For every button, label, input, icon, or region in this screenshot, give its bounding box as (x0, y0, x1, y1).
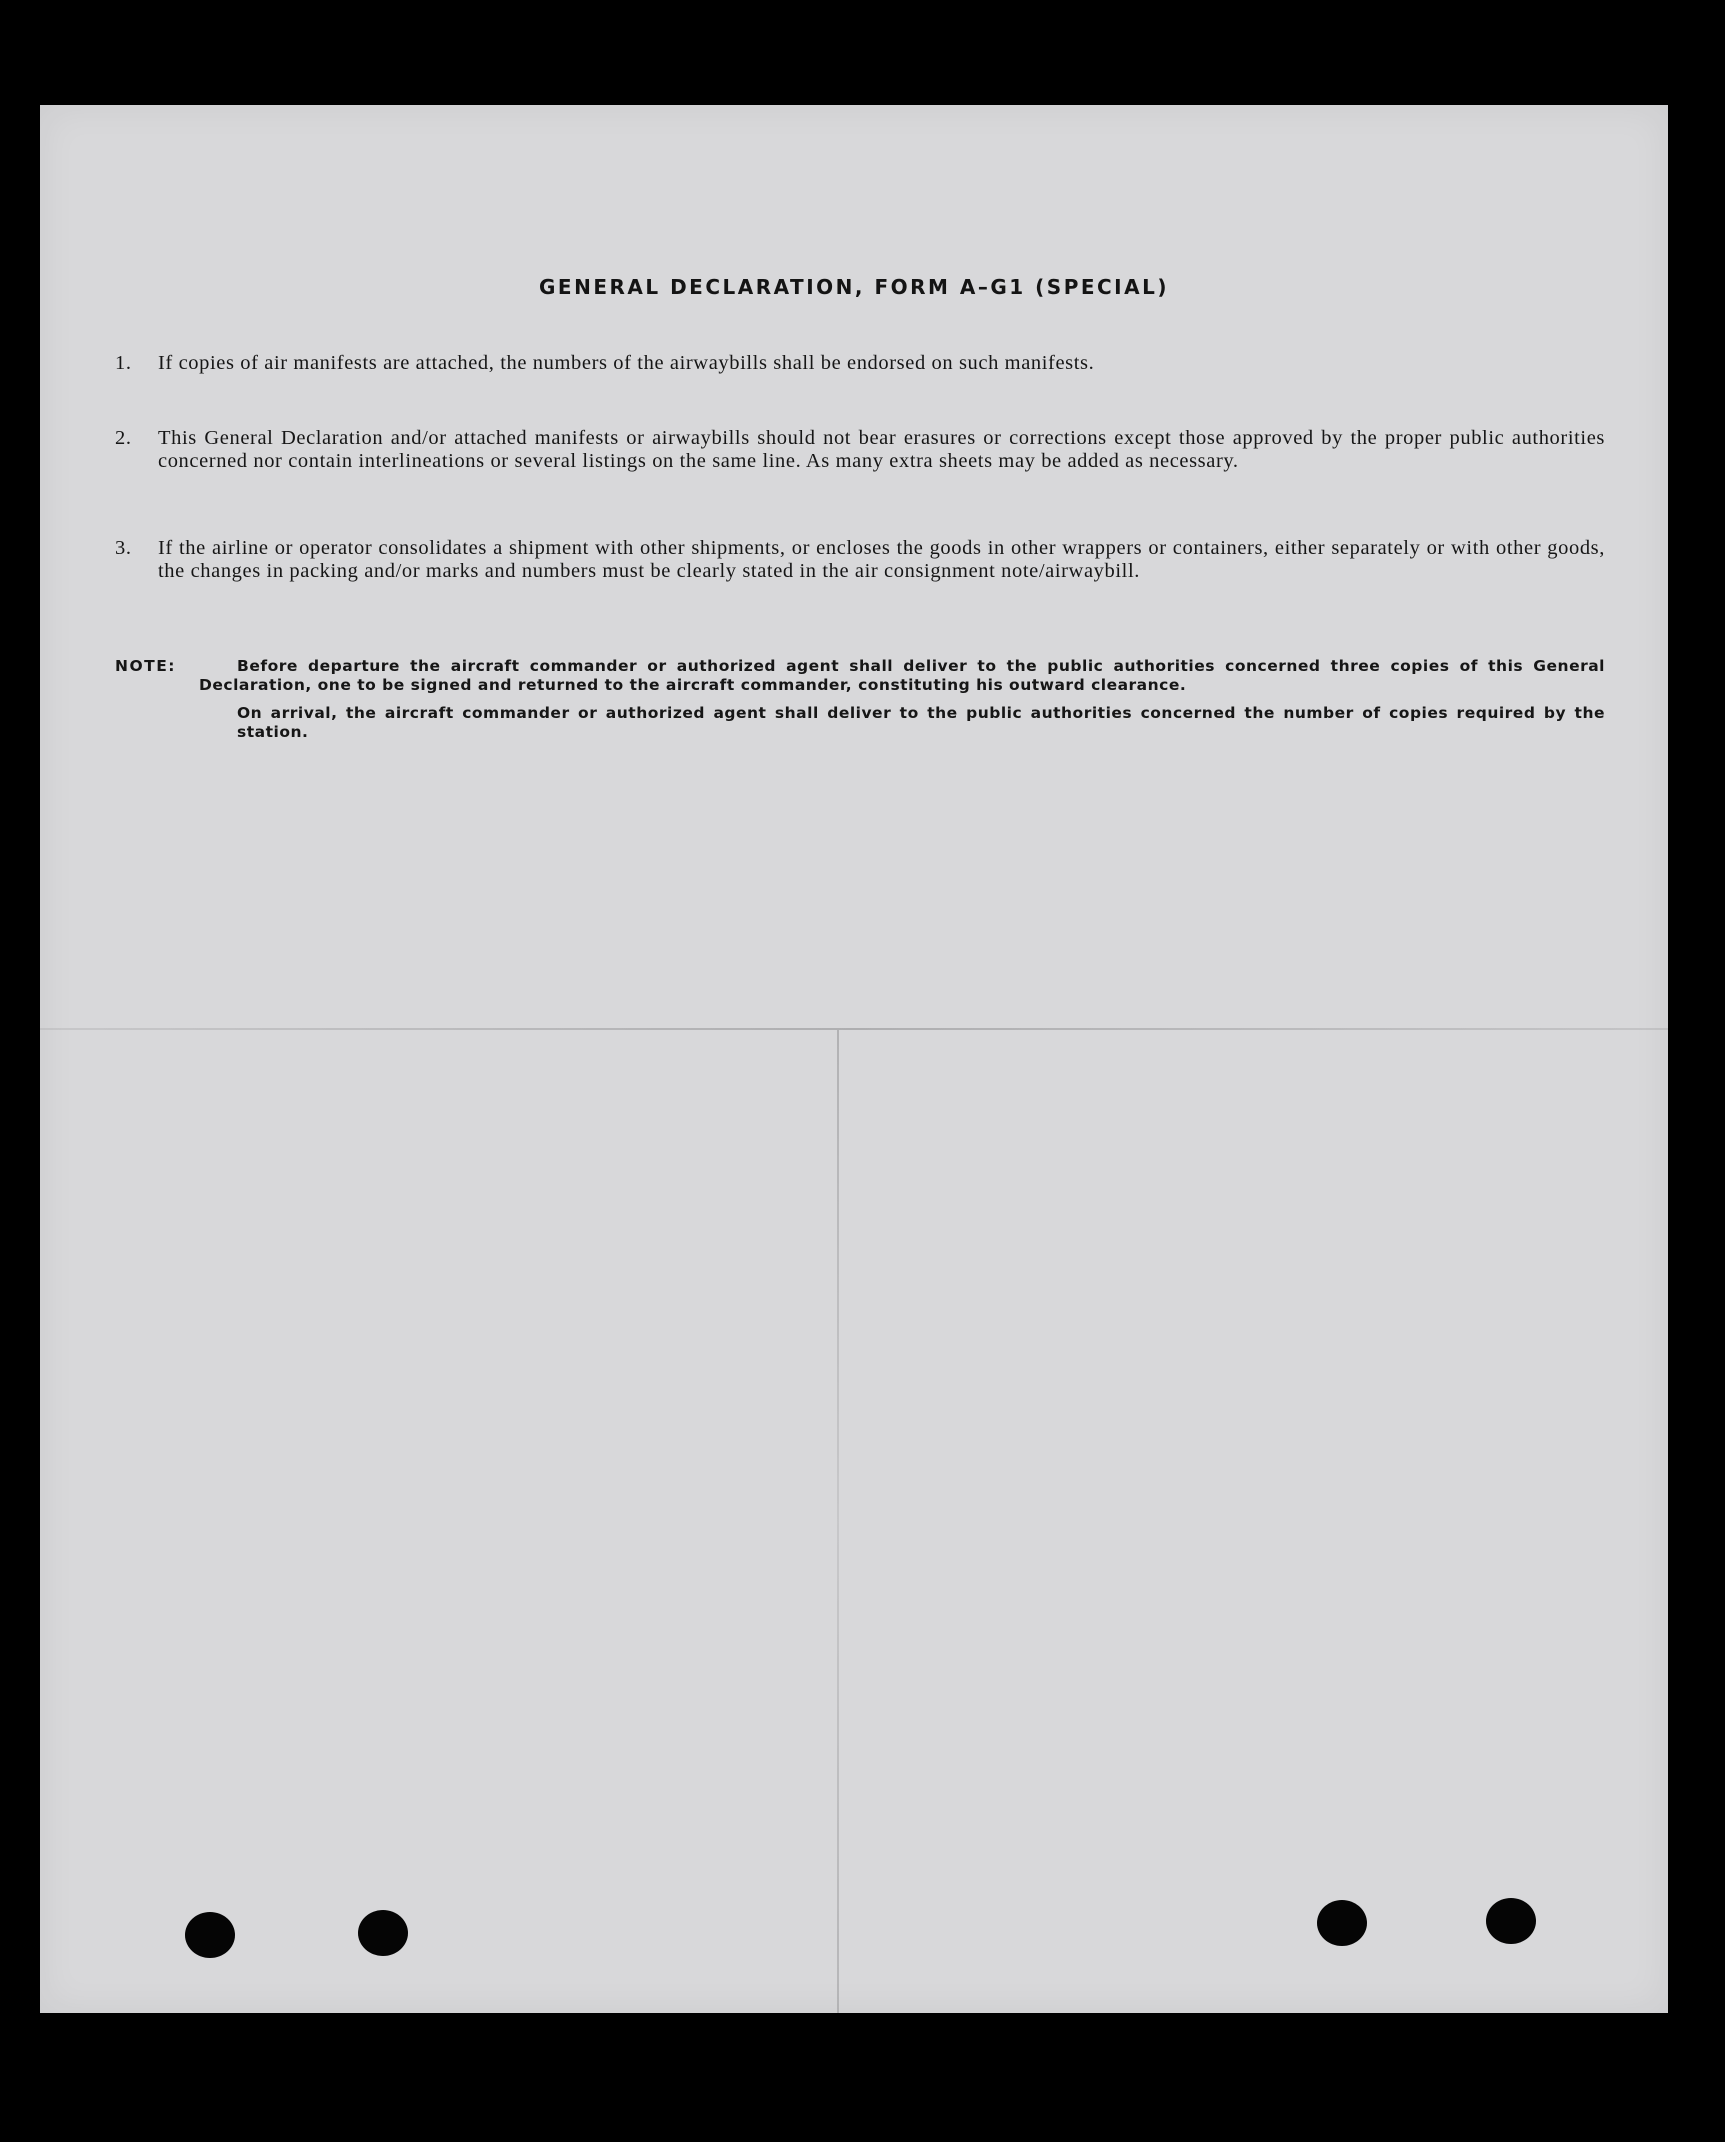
punch-hole (1486, 1898, 1536, 1944)
item-text: This General Declaration and/or attached manifests or airwaybills should not bear erasures or corrections except those approved by the proper public authorities concerned nor contain interlineations or several listings on the same line. As many extra sheets may be added as necessary. (158, 427, 1605, 472)
note-paragraph: Before departure the aircraft commander or authorized agent shall deliver to the public authorities concerned three copies of this General Declaration, one to be signed and returned to the aircraft commander, constituting his outward clearance. (199, 657, 1605, 694)
list-item (115, 537, 1605, 583)
punch-hole (1317, 1900, 1367, 1946)
punch-hole (358, 1910, 408, 1956)
item-number: 3. (115, 537, 132, 559)
horizontal-fold-line (40, 1028, 1668, 1030)
note-paragraph: On arrival, the aircraft commander or authorized agent shall deliver to the public authorities concerned the number of copies required by the station. (237, 704, 1605, 741)
vertical-fold-line (837, 1030, 839, 2013)
note-label: NOTE: (115, 657, 177, 675)
paper-sheet (40, 105, 1668, 2013)
list-item (115, 352, 1605, 375)
item-number: 1. (115, 352, 132, 374)
document-title: GENERAL DECLARATION, FORM A–G1 (SPECIAL) (539, 275, 1169, 299)
list-item (115, 427, 1605, 473)
punch-hole (185, 1912, 235, 1958)
item-number: 2. (115, 427, 132, 449)
item-text: If the airline or operator consolidates a shipment with other shipments, or encloses the goods in other wrappers or containers, either separately or with other goods, the changes in packing and/or marks and numbers must be clearly stated in the air consignment note/airwaybill. (158, 537, 1605, 582)
note-section (115, 657, 1605, 742)
item-text: If copies of air manifests are attached, the numbers of the airwaybills shall be endorsed on such manifests. (158, 352, 1095, 374)
